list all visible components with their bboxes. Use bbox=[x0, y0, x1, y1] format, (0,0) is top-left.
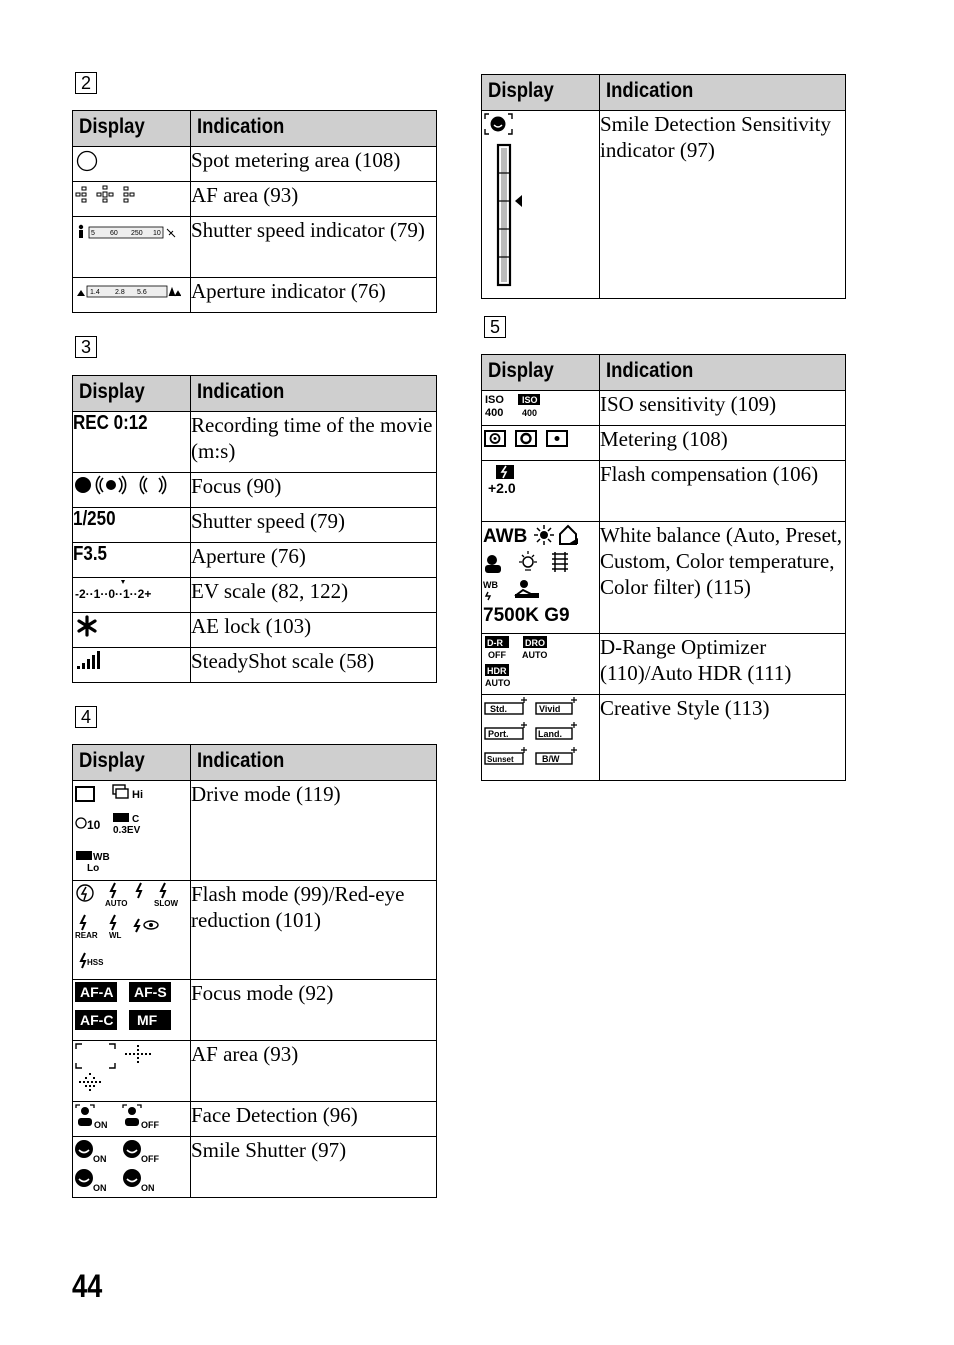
focus-mode-label: MF bbox=[137, 1012, 158, 1028]
dro-label: OFF bbox=[488, 650, 506, 660]
section-3-table bbox=[72, 375, 437, 683]
creative-style-icons bbox=[482, 695, 588, 771]
table-row bbox=[73, 217, 437, 278]
section-3-label: 3 bbox=[75, 336, 97, 358]
section-5-label: 5 bbox=[484, 316, 506, 338]
display-header: Display bbox=[73, 376, 191, 412]
steadyshot-scale-icon bbox=[73, 648, 103, 674]
focus-mode-icons bbox=[73, 980, 179, 1034]
table-row bbox=[73, 543, 437, 578]
table-row bbox=[73, 182, 437, 217]
style-label: B/W bbox=[542, 754, 560, 764]
ev-scale-icon bbox=[73, 578, 177, 604]
indication-text: AF area (93) bbox=[191, 1041, 437, 1102]
dro-label: HDR bbox=[487, 666, 507, 676]
white-balance-icons bbox=[482, 522, 590, 626]
focus-indicator-icons bbox=[73, 473, 173, 497]
table-row bbox=[73, 1102, 437, 1137]
drive-label: Lo bbox=[87, 863, 100, 873]
section-4-table bbox=[72, 744, 437, 1198]
table-row bbox=[73, 412, 437, 473]
table-row bbox=[73, 613, 437, 648]
scale-label: 5.6 bbox=[137, 289, 147, 296]
table-row bbox=[73, 1137, 437, 1198]
page-number: 44 bbox=[72, 1268, 103, 1304]
indication-text: Creative Style (113) bbox=[600, 695, 846, 781]
face-label: OFF bbox=[141, 1120, 159, 1130]
section-2-label: 2 bbox=[75, 72, 97, 94]
table-row bbox=[73, 578, 437, 613]
dro-label: AUTO bbox=[522, 650, 548, 660]
table-row bbox=[482, 461, 846, 522]
indication-text: Face Detection (96) bbox=[191, 1102, 437, 1137]
dro-label: AUTO bbox=[485, 678, 511, 688]
indication-text: Focus mode (92) bbox=[191, 980, 437, 1041]
iso-label: 400 bbox=[522, 408, 538, 418]
smile-label: OFF bbox=[141, 1154, 159, 1164]
table-row bbox=[73, 473, 437, 508]
dro-label: D-R bbox=[487, 638, 503, 648]
section-2-table bbox=[72, 110, 437, 313]
af-area-frame-icons bbox=[73, 1041, 179, 1095]
display-value: F3.5 bbox=[73, 543, 108, 565]
face-detection-icons bbox=[73, 1102, 179, 1130]
table-row bbox=[73, 508, 437, 543]
smile-label: ON bbox=[93, 1183, 107, 1191]
scale-label: 250 bbox=[131, 230, 143, 237]
scale-label: 5 bbox=[91, 230, 95, 237]
indication-text: Shutter speed (79) bbox=[191, 508, 437, 543]
indication-text: Drive mode (119) bbox=[191, 781, 437, 881]
dro-hdr-icons bbox=[482, 634, 588, 688]
shutter-speed-scale-icon bbox=[73, 221, 181, 251]
face-label: ON bbox=[94, 1120, 108, 1130]
style-label: Port. bbox=[488, 729, 509, 739]
indication-text: AF area (93) bbox=[191, 182, 437, 217]
indication-text: SteadyShot scale (58) bbox=[191, 648, 437, 683]
indication-text: EV scale (82, 122) bbox=[191, 578, 437, 613]
ae-lock-asterisk-icon bbox=[73, 613, 103, 639]
iso-label: ISO bbox=[485, 394, 504, 406]
indication-header: Indication bbox=[600, 75, 846, 111]
display-header: Display bbox=[73, 745, 191, 781]
flash-label: HSS bbox=[87, 958, 104, 967]
display-value: 1/250 bbox=[73, 508, 116, 530]
wb-label: WB bbox=[483, 580, 498, 590]
table-row bbox=[73, 278, 437, 313]
smile-shutter-icons bbox=[73, 1137, 179, 1191]
focus-mode-label: AF-C bbox=[80, 1012, 114, 1028]
smile-label: ON bbox=[93, 1154, 107, 1164]
indication-text: Aperture indicator (76) bbox=[191, 278, 437, 313]
style-label: Sunset bbox=[487, 755, 514, 764]
style-label: Land. bbox=[538, 729, 562, 739]
flash-label: WL bbox=[109, 931, 122, 940]
table-row bbox=[482, 391, 846, 426]
smile-sensitivity-bar-icon bbox=[482, 111, 542, 291]
display-value: REC 0:12 bbox=[73, 412, 148, 434]
indication-text: ISO sensitivity (109) bbox=[600, 391, 846, 426]
table-row bbox=[73, 147, 437, 182]
focus-mode-label: AF-S bbox=[134, 984, 167, 1000]
section-4-label: 4 bbox=[75, 706, 97, 728]
flash-compensation-icon bbox=[482, 461, 588, 511]
indication-text: Recording time of the movie (m:s) bbox=[191, 412, 437, 473]
indication-header: Indication bbox=[191, 745, 437, 781]
table-row bbox=[482, 426, 846, 461]
indication-text: Flash compensation (106) bbox=[600, 461, 846, 522]
scale-label: 2.8 bbox=[115, 289, 125, 296]
table-row bbox=[482, 111, 846, 299]
iso-label: ISO bbox=[522, 395, 538, 405]
display-header: Display bbox=[482, 75, 600, 111]
scale-label: 1.4 bbox=[90, 289, 100, 296]
drive-mode-icons bbox=[73, 781, 179, 873]
spot-metering-circle-icon bbox=[73, 147, 103, 173]
indication-header: Indication bbox=[191, 376, 437, 412]
indication-text: Aperture (76) bbox=[191, 543, 437, 578]
drive-label: Hi bbox=[132, 789, 143, 801]
drive-label: C bbox=[132, 814, 140, 825]
display-header: Display bbox=[73, 111, 191, 147]
indication-text: Smile Detection Sensitivity indicator (97) bbox=[600, 111, 846, 299]
table-row bbox=[73, 1041, 437, 1102]
iso-label: 400 bbox=[485, 407, 504, 419]
table-row bbox=[482, 634, 846, 695]
indication-text: Metering (108) bbox=[600, 426, 846, 461]
scale-label: 60 bbox=[110, 230, 118, 237]
display-header: Display bbox=[482, 355, 600, 391]
table-row bbox=[73, 781, 437, 881]
ev-scale-label: -2··1··0··1··2+ bbox=[75, 587, 152, 601]
dro-label: DRO bbox=[525, 638, 545, 648]
drive-label: 0.3EV bbox=[113, 825, 141, 836]
indication-text: D-Range Optimizer (110)/Auto HDR (111) bbox=[600, 634, 846, 695]
table-row bbox=[73, 980, 437, 1041]
indication-text: Spot metering area (108) bbox=[191, 147, 437, 182]
flash-label: AUTO bbox=[105, 899, 128, 908]
table-row bbox=[73, 648, 437, 683]
indication-header: Indication bbox=[191, 111, 437, 147]
af-area-points-icon bbox=[73, 182, 143, 206]
indication-text: Smile Shutter (97) bbox=[191, 1137, 437, 1198]
drive-label: 10 bbox=[87, 818, 101, 832]
aperture-scale-icon bbox=[73, 278, 181, 302]
table-row bbox=[482, 695, 846, 781]
flash-comp-value: +2.0 bbox=[488, 480, 516, 496]
indication-text: Focus (90) bbox=[191, 473, 437, 508]
flash-mode-icons bbox=[73, 881, 179, 973]
flash-label: SLOW bbox=[154, 899, 178, 908]
wb-label: 7500K G9 bbox=[483, 605, 570, 626]
table-row bbox=[73, 881, 437, 980]
indication-header: Indication bbox=[600, 355, 846, 391]
flash-label: REAR bbox=[75, 931, 98, 940]
section-4b-table bbox=[481, 74, 846, 299]
focus-mode-label: AF-A bbox=[80, 984, 114, 1000]
smile-label: ON bbox=[141, 1183, 155, 1191]
style-label: Vivid bbox=[539, 704, 561, 714]
scale-label: 10 bbox=[153, 230, 161, 237]
metering-icons bbox=[482, 426, 588, 452]
iso-icons bbox=[482, 391, 588, 419]
indication-text: White balance (Auto, Preset, Custom, Color temperature, Color filter) (115) bbox=[600, 522, 846, 634]
style-label: Std. bbox=[490, 704, 507, 714]
table-row bbox=[482, 522, 846, 634]
indication-text: AE lock (103) bbox=[191, 613, 437, 648]
drive-label: WB bbox=[93, 852, 110, 863]
wb-label: AWB bbox=[483, 526, 528, 547]
indication-text: Shutter speed indicator (79) bbox=[191, 217, 437, 278]
section-5-table bbox=[481, 354, 846, 781]
indication-text: Flash mode (99)/Red-eye reduction (101) bbox=[191, 881, 437, 980]
